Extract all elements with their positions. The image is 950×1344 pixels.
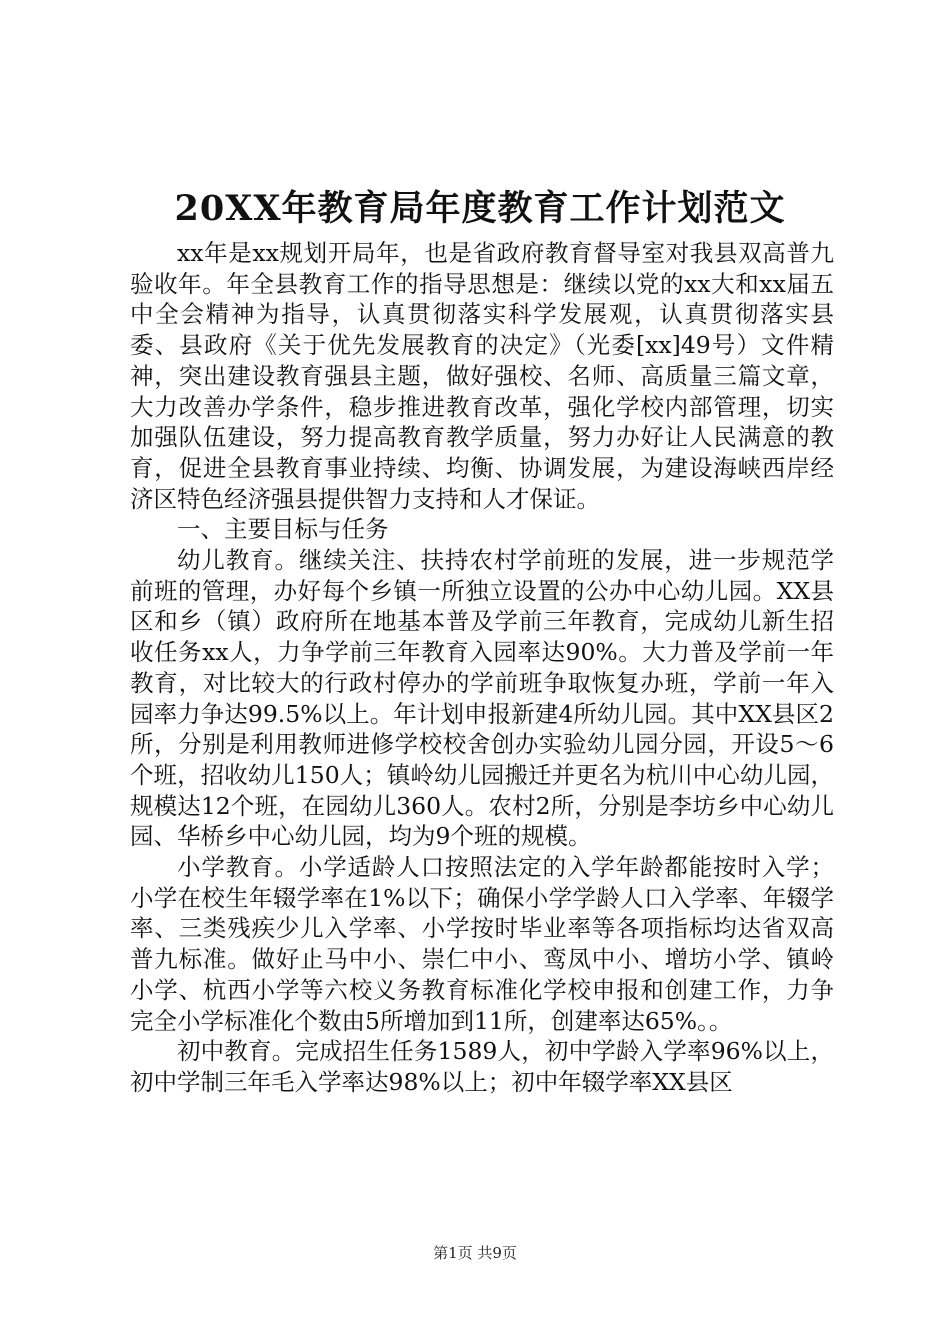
intro-paragraph: xx年是xx规划开局年，也是省政府教育督导室对我县双高普九验收年。年全县教育工作的指导思想是：继续以党的xx大和xx届五中全会精神为指导，认真贯彻落实科学发展观，认真贯彻落实县委、县政府《关于优先发展教育的决定》（光委[xx]49号）文件精神，突出建设教育强县主题，做好强校、名师、高质量三篇文章，大力改善办学条件，稳步推进教育改革，强化学校内部管理，切实加强队伍建设，努力提高教育教学质量，努力办好让人民满意的教育，促进全县教育事业持续、均衡、协调发展，为建设海峡西岸经济区特色经济强县提供智力支持和人才保证。: [130, 239, 834, 513]
section-heading: 一、主要目标与任务: [177, 515, 389, 544]
page-footer: 第1页 共9页: [433, 1244, 517, 1262]
junior-high-paragraph: 初中教育。完成招生任务1589人，初中学龄入学率96%以上，初中学制三年毛入学率达98%以上；初中年辍学率XX县区: [130, 1037, 834, 1096]
document-body: [130, 238, 834, 1098]
preschool-paragraph: 幼儿教育。继续关注、扶持农村学前班的发展，进一步规范学前班的管理，办好每个乡镇一所独立设置的公办中心幼儿园。XX县区和乡（镇）政府所在地基本普及学前三年教育，完成幼儿新生招收任务xx人，力争学前三年教育入园率达90%。大力普及学前一年教育，对比较大的行政村停办的学前班争取恢复办班，学前一年入园率力争达99.5%以上。年计划申报新建4所幼儿园。其中XX县区2所，分别是利用教师进修学校校舍创办实验幼儿园分园，开设5～6个班，招收幼儿150人；镇岭幼儿园搬迁并更名为杭川中心幼儿园，规模达12个班，在园幼儿360人。农村2所，分别是李坊乡中心幼儿园、华桥乡中心幼儿园，均为9个班的规模。: [130, 546, 834, 851]
document-title: 20XX年教育局年度教育工作计划范文: [174, 188, 786, 229]
primary-school-paragraph: 小学教育。小学适龄人口按照法定的入学年龄都能按时入学；小学在校生年辍学率在1%以下；确保小学学龄人口入学率、年辍学率、三类残疾少儿入学率、小学按时毕业率等各项指标均达省双高普九标准。做好止马中小、崇仁中小、鸾凤中小、增坊小学、镇岭小学、杭西小学等六校义务教育标准化学校申报和创建工作，力争完全小学标准化个数由5所增加到11所，创建率达65%。。: [130, 853, 834, 1035]
